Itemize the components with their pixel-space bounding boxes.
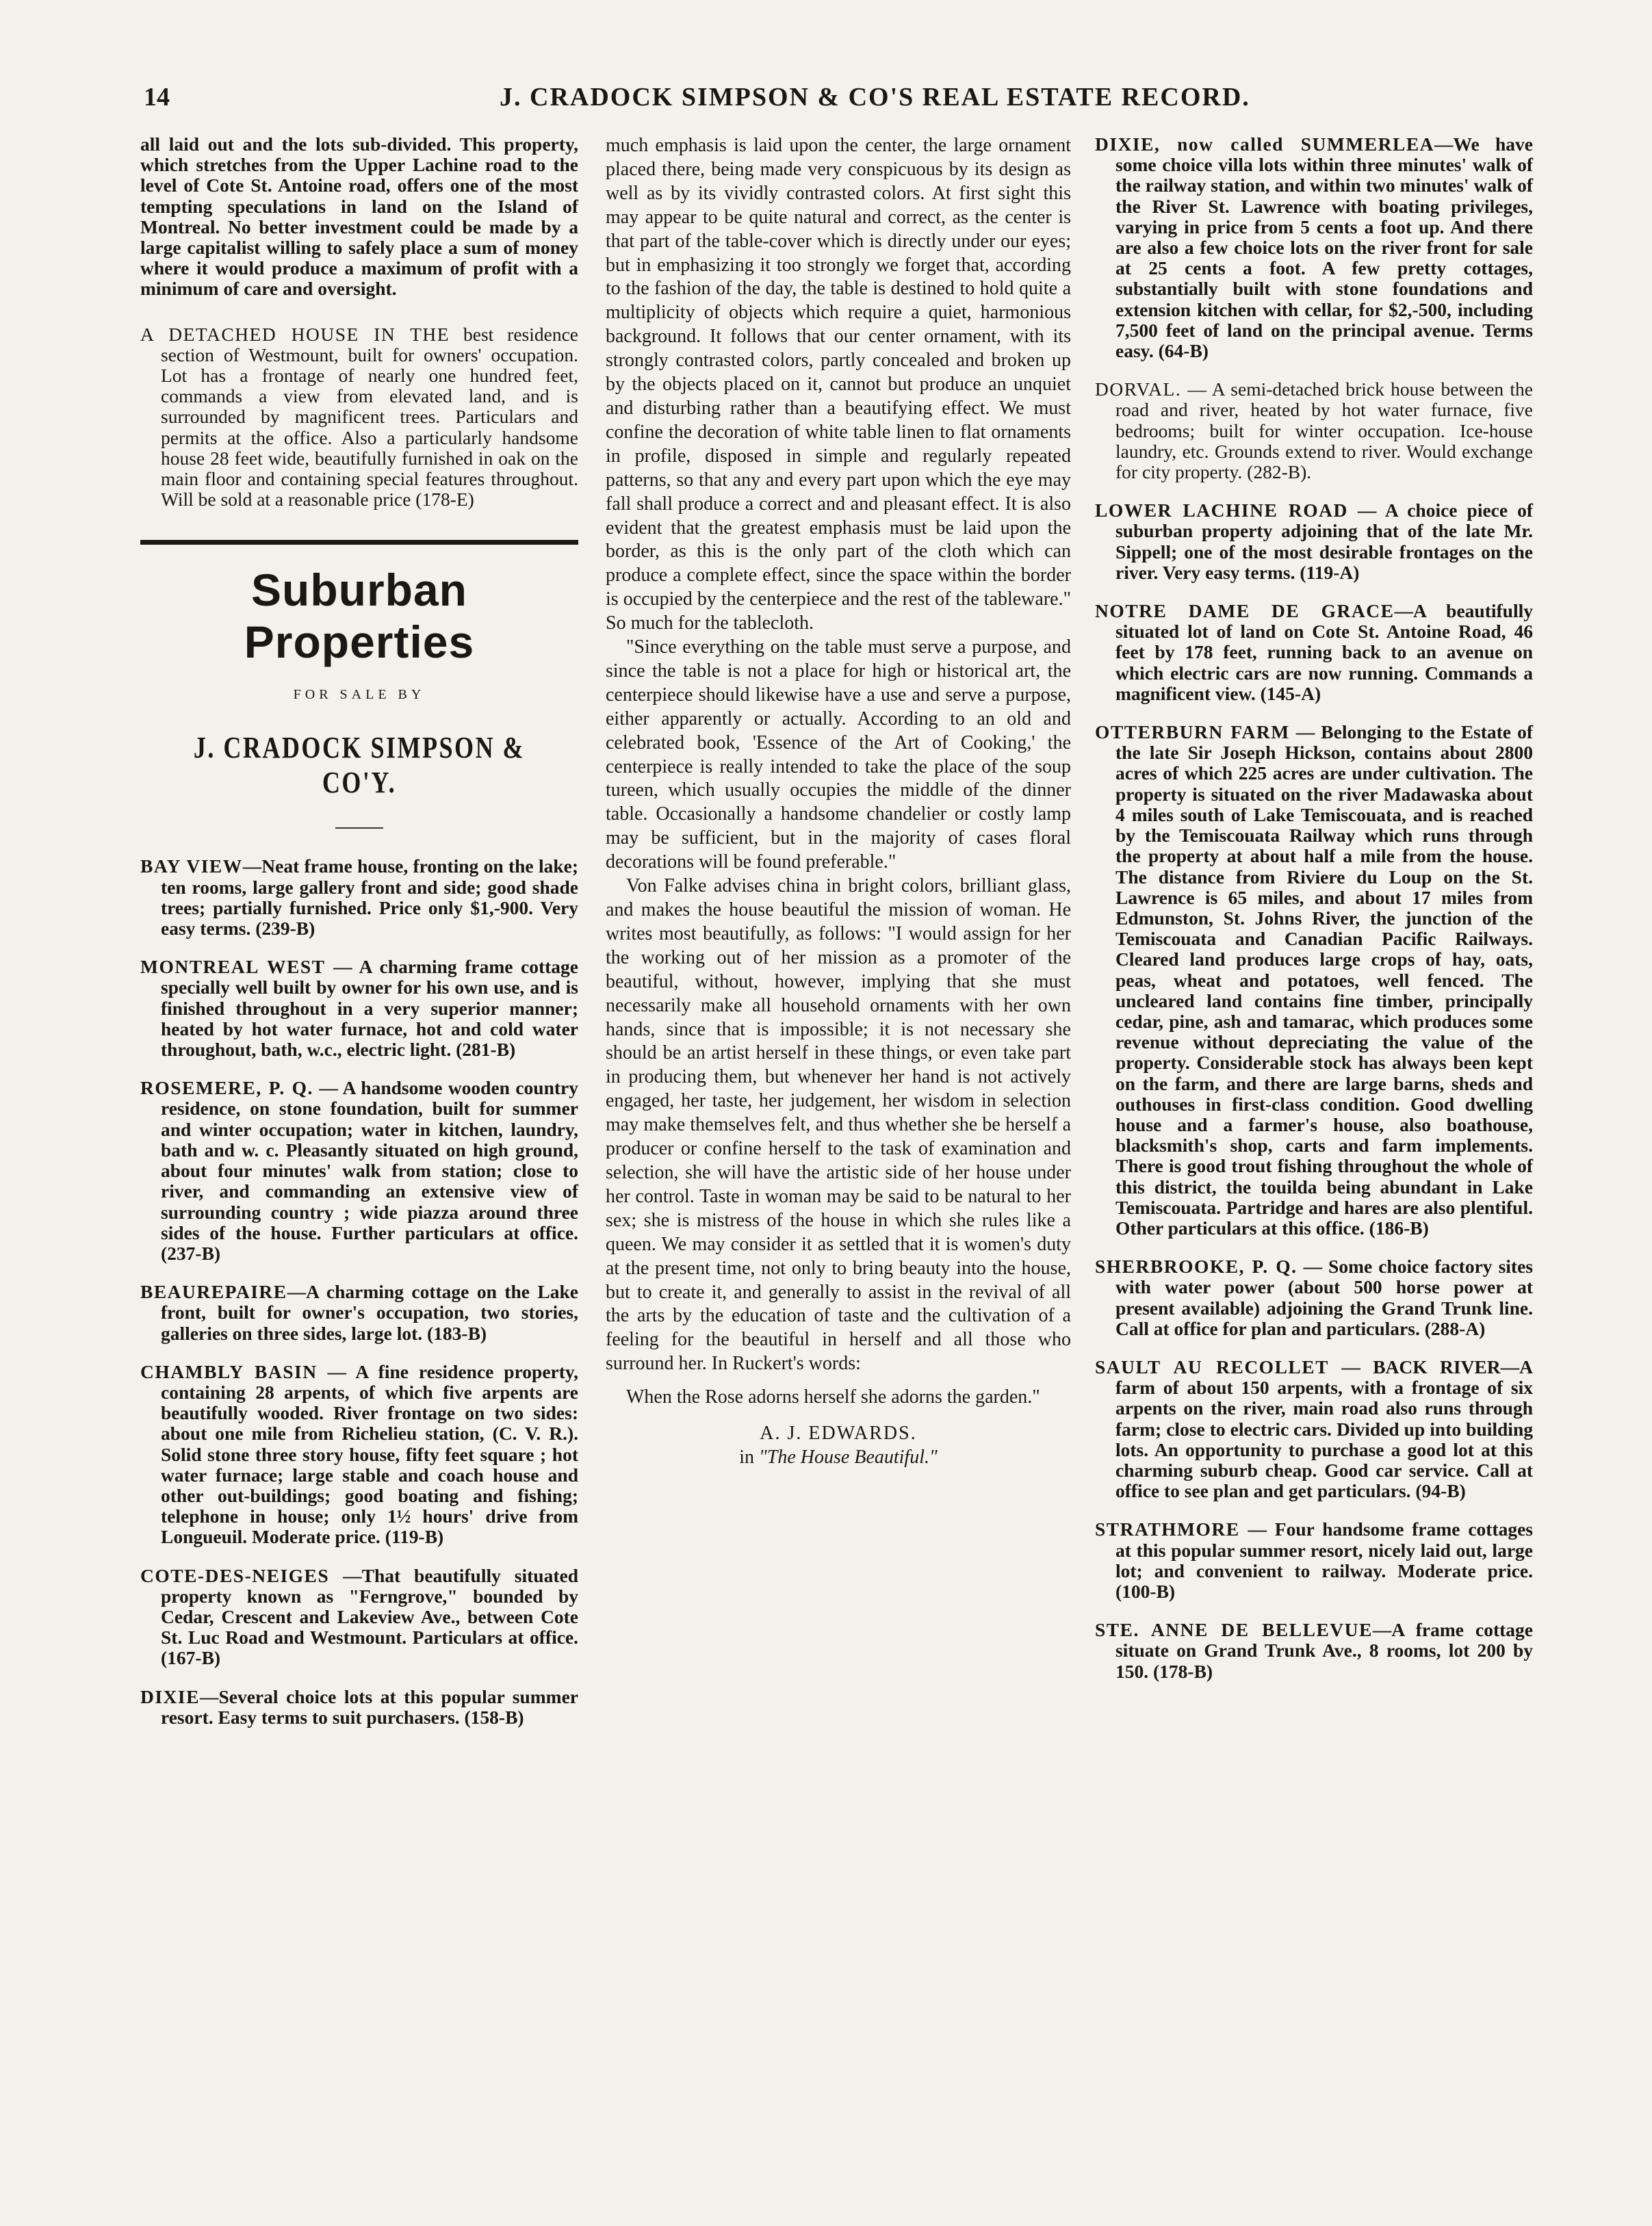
listing-item: STE. ANNE DE BELLEVUE—A frame cottage situate on Grand Trunk Ave., 8 rooms, lot 200 by 150. (178-B) [1095, 1619, 1534, 1682]
listing-item: COTE-DES-NEIGES —That beautifully situated property known as "Ferngrove," bounded by Cedar, Crescent and Lakeview Ave., between Cote St. Luc Road and Westmount. Particulars at office. (167-B) [140, 1564, 578, 1669]
listing-item: NOTRE DAME DE GRACE—A beautifully situated lot of land on Cote St. Antoine Road, 46 feet by 178 feet, running back to an avenue on which electric cars are now running. Commands a magnificent view. (145-A) [1095, 600, 1533, 704]
listing-item: LOWER LACHINE ROAD — A choice piece of suburban property adjoining that of the late Mr. Sippell; one of the most desirable frontages on the river. Very easy terms. (119-A) [1095, 500, 1533, 583]
article-quote: When the Rose adorns herself she adorns the garden." [626, 1386, 1040, 1408]
section-firm: J. CRADOCK SIMPSON & CO'Y. [193, 731, 526, 800]
listing-item: DIXIE—Several choice lots at this popular summer resort. Easy terms to suit purchasers. (158-B) [140, 1685, 578, 1728]
article-signature: A. J. EDWARDS. in "The House Beautiful." [739, 1423, 938, 1468]
right-column [1095, 134, 1533, 1700]
listing-item: BAY VIEW—Neat frame house, fronting on the lake; ten rooms, large gallery front and side; good shade trees; partially furnished. Price only $1,-900. Very easy terms. (239-B) [140, 855, 578, 940]
section-rule [140, 540, 578, 545]
listing-text: best residence section of Westmount, built for owners' occupation. Lot has a frontage of nearly one hundred feet, commands a view from elevated land, and is surrounded by magnificent trees. Particulars and permits at the office. Also a particularly handsome house 28 feet wide, beautifully furnished in oak on the main floor and containing special features throughout. Will be sold at a reasonable price (178-E) [161, 323, 579, 510]
listing-item: CHAMBLY BASIN — A fine residence property, containing 28 arpents, of which five arpents are beautifully wooded. River frontage on two sides: about one mile from Richelieu station, (C. V. R.). Solid stone three story house, fifty feet square ; hot water furnace; large stable and coach house and other out-buildings; good boating and fishing; telephone in house; only 1½ hours' drive from Longueuil. Moderate price. (119-B) [140, 1360, 579, 1548]
page-number: 14 [144, 83, 170, 112]
continued-listing: all laid out and the lots sub-divided. This property, which stretches from the Upper Lachine road to the level of Cote St. Antoine road, offers one of the most tempting speculations in land on the Island of Montreal. No better investment could be made by a large capitalist willing to safely place a sum of money where it would produce a maximum of profit with a minimum of care and oversight. [140, 133, 578, 300]
page-header [0, 0, 1652, 112]
article-paragraph: Von Falke advises china in bright colors, brilliant glass, and makes the house beautiful the mission of woman. He writes most beautifully, as follows: "I would assign for her the working out of her mission as a promoter of the beautiful, without, however, implying that she must necessarily make all household ornaments with her own hands, since that is impossible; it is not necessary she should be an artist herself in these things, or even take part in producing them, but whenever her hand is not actively engaged, her taste, her judgement, her wisdom in selection may make themselves felt, and thus whether she be herself a producer or confine herself to the task of examination and selection, she will have the artistic side of her house under her control. Taste in woman may be said to be natural to her sex; she is mistress of the house in which she rules like a queen. We may consider it as settled that it is women's duty at the present time, not only to bring beauty into the house, but to create it, and generally to assist in the revival of all the arts by the education of taste and the cultivation of a feeling for the beautiful in herself and all those who surround her. In Ruckert's words: [606, 875, 1071, 1375]
middle-column [606, 134, 1071, 1470]
listing-item: SHERBROOKE, P. Q. — Some choice factory sites with water power (about 500 horse power at present available) adjoining the Grand Trunk line. Call at office for plan and particulars. (288-A) [1095, 1256, 1533, 1339]
listing-item: SAULT AU RECOLLET — BACK RIVER—A farm of about 150 arpents, with a frontage of six arpents on the river, main road also runs through farm; close to electric cars. Divided up into building lots. An opportunity to purchase a good lot at this charming suburb cheap. Good car service. Call at office to see plan and get particulars. (94-B) [1095, 1356, 1534, 1502]
running-title: J. CRADOCK SIMPSON & CO'S REAL ESTATE RECORD. [500, 83, 1250, 112]
section-title: Suburban Properties [244, 565, 475, 668]
source-title: "The House Beautiful." [759, 1446, 938, 1468]
detached-house-listing [140, 324, 578, 510]
article-paragraph: much emphasis is laid upon the center, the large ornament placed there, being made very conspicuous by its design as well as by its vividly contrasted colors. At first sight this may appear to be quite natural and correct, as the center is that part of the table-cover which is directly under our eyes; but in emphasizing it too strongly we forget that, according to the fashion of the day, the table is destined to hold quite a multiplicity of objects which require a quiet, harmonious background. It follows that our center ornament, with its strongly contrasted colors, partly concealed and broken up by the objects placed on it, cannot but produce an unquiet and disturbing rather than a beautifying effect. We must confine the decoration of white table linen to flat ornaments in profile, disposed in simple and regularly repeated patterns, so that any and every part upon which the eye may fall shall produce a correct and and pleasant effect. It is also evident that the greatest emphasis must be laid upon the border, as this is the only part of the cloth which can produce a complete effect, since the space within the border is occupied by the centerpiece and the rest of the tableware." So much for the tablecloth. [606, 135, 1071, 634]
listing-item: ROSEMERE, P. Q. — A handsome wooden country residence, on stone foundation, built for summer and winter occupation; water in kitchen, laundry, bath and w. c. Pleasantly situated on high ground, about four minutes' walk from station; close to river, and commanding an extensive view of surrounding country ; wide piazza around three sides of the house. Further particulars at office. (237-B) [140, 1077, 578, 1264]
article-paragraph: "Since everything on the table must serve a purpose, and since the table is not a place for high or historical art, the centerpiece should likewise have a use and serve a purpose, either apparently or actually. According to an old and celebrated book, 'Essence of the Art of Cooking,' the centerpiece is really intended to take the place of the soup tureen, which usually occupies the middle of the dinner table. Occasionally a handsome chandelier or costly lamp may be sufficient, but in the majority of cases floral decorations will be found preferable." [606, 636, 1071, 873]
listing-item: OTTERBURN FARM — Belonging to the Estate of the late Sir Joseph Hickson, contains about 2800 acres of which 225 acres are under cultivation. The property is situated on the river Madawaska about 4 miles south of Lake Temiscouata, and is reached by the Temiscouata Railway which runs through the property at about half a mile from the house. The distance from Riviere du Loup on the St. Lawrence is 65 miles, and about 17 miles from Edmunston, St. Johns River, the junction of the Temiscouata and Canadian Pacific Railways. Cleared land produces large crops of hay, oats, peas, wheat and potatoes, well fenced. The uncleared land contains fine timber, principally cedar, pine, ash and tamarac, which produces some revenue without depreciating the value of the property. Considerable stock has always been kept on the farm, and there are large barns, sheds and outhouses in first-class condition. Good dwelling house and a farmer's house, also boathouse, blacksmith's shop, carts and farm implements. There is good trout fishing throughout the whole of this district, the touilda being abundant in Lake Temiscouata. Partridge and hares are also plentiful. Other particulars at this office. (186-B) [1095, 721, 1533, 1239]
section-subtitle: FOR SALE BY [293, 687, 426, 703]
left-column [140, 134, 578, 1746]
listing-item: DORVAL. — A semi-detached brick house between the road and river, heated by hot water furnace, five bedrooms; built for winter occupation. Ice-house laundry, etc. Grounds extend to river. Would exchange for city property. (282-B). [1095, 378, 1533, 483]
listing-item: DIXIE, now called SUMMERLEA—We have some choice villa lots within three minutes' walk of the railway station, and within two minutes' walk of the River St. Lawrence with boating privileges, varying in price from 5 cents a foot up. And there are also a few choice lots on the river front for sale at 25 cents a foot. A few pretty cottages, substantially built with stone foundations and extension kitchen with cellar, for $2,-500, including 7,500 feet of land on the principal avenue. Terms easy. (64-B) [1095, 133, 1533, 362]
listing-item: BEAUREPAIRE—A charming cottage on the Lake front, built for owner's occupation, two stories, galleries on three sides, large lot. (183-B) [140, 1281, 578, 1344]
author-name: A. J. EDWARDS. [760, 1423, 917, 1445]
divider [335, 827, 383, 829]
listing-item: STRATHMORE — Four handsome frame cottages at this popular summer resort, nicely laid out, large lot; and convenient to railway. Moderate price. (100-B) [1095, 1518, 1533, 1602]
listing-head: A DETACHED HOUSE IN THE [140, 323, 450, 345]
listing-item: MONTREAL WEST — A charming frame cottage specially well built by owner for his own use, and is finished throughout in a very superior manner; heated by hot water furnace, hot and cold water throughout, bath, w.c., electric light. (281-B) [140, 956, 578, 1061]
